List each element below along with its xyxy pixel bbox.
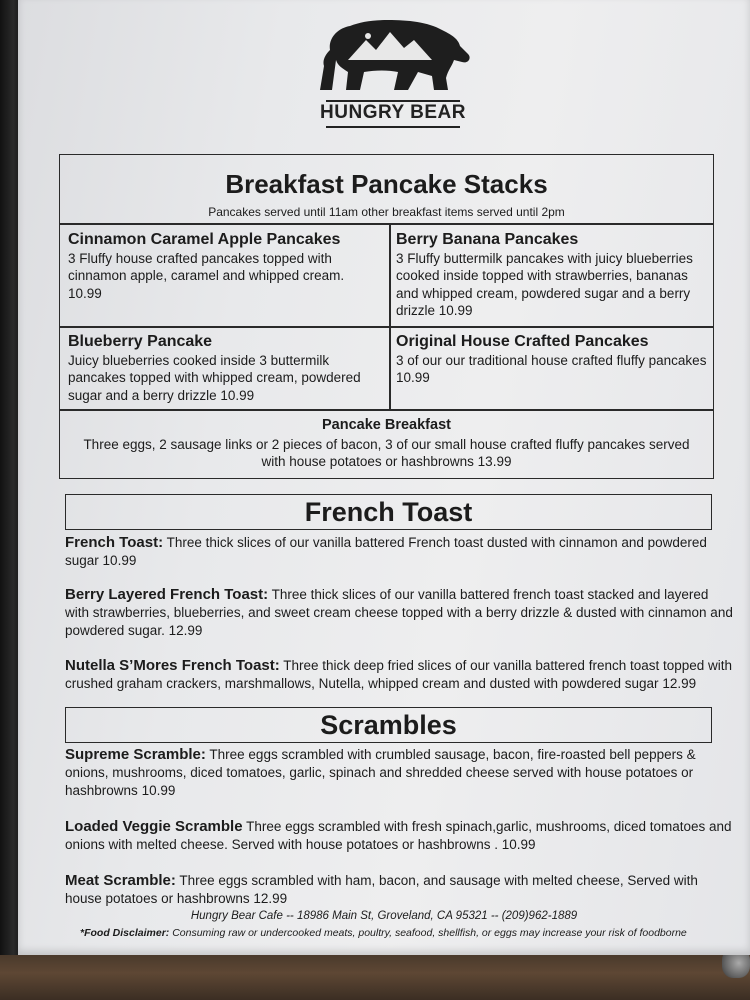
item-description: Three thick slices of our vanilla battered french toast stacked and layered with strawberries, blueberries, and sweet cream cheese topped with a berry drizzle & dusted with cinnamon and powdered sugar.	[65, 587, 733, 638]
item-name: Blueberry Pancake	[68, 333, 213, 350]
divider	[60, 326, 713, 328]
item-description: 3 of our our traditional house crafted fluffy pancakes	[396, 352, 707, 368]
menu-item	[68, 231, 386, 302]
menu-item	[65, 746, 735, 800]
menu-item	[65, 657, 735, 693]
menu-item	[396, 231, 708, 320]
item-name: Loaded Veggie Scramble	[65, 818, 243, 835]
item-name: Pancake Breakfast	[322, 417, 451, 433]
item-price: 10.99	[220, 387, 255, 403]
item-price: 13.99	[477, 454, 512, 469]
item-description: Three eggs scrambled with fresh spinach,garlic, mushrooms, diced tomatoes and onions with melted cheese. Served with house potatoes or hashbrowns .	[65, 819, 732, 852]
item-name: Berry Layered French Toast:	[65, 586, 269, 603]
item-description: Three eggs, 2 sausage links or 2 pieces of bacon, 3 of our small house crafted fluffy pancakes served with house potatoes or hashbrowns	[83, 436, 690, 469]
food-disclaimer	[80, 927, 740, 939]
item-name: Cinnamon Caramel Apple Pancakes	[68, 231, 341, 248]
item-name: Berry Banana Pancakes	[396, 231, 579, 248]
menu-item-pancake-breakfast	[80, 417, 693, 471]
logo-rule-bottom	[326, 126, 460, 128]
item-price: 10.99	[438, 303, 473, 318]
menu-item	[68, 333, 386, 404]
item-name: French Toast:	[65, 534, 164, 551]
scrambles-title: Scrambles	[320, 710, 457, 740]
item-description: Three eggs scrambled with crumbled sausage, bacon, fire-roasted bell peppers & onions, mushrooms, diced tomatoes, garlic, spinach and shredded cheese served with house potatoes or hashbrowns	[65, 747, 696, 798]
menu-item	[65, 872, 735, 908]
item-description: Three thick deep fried slices of our vanilla battered french toast topped with crushed graham crackers, marshmallows, Nutella, whipped cream and dusted with powdered sugar	[65, 658, 733, 691]
disclaimer-text: Consuming raw or undercooked meats, poultry, seafood, shellfish, or eggs may increase your risk of foodborne	[172, 927, 687, 939]
item-price: 12.99	[253, 891, 288, 906]
disclaimer-label: *Food Disclaimer:	[80, 927, 170, 939]
french-toast-title: French Toast	[304, 497, 473, 527]
item-description: Three thick slices of our vanilla battered French toast dusted with cinnamon and powdered sugar	[65, 535, 707, 568]
scrambles-header	[65, 707, 712, 743]
item-name: Nutella S’Mores French Toast:	[65, 657, 280, 674]
cafe-address: Hungry Bear Cafe -- 18986 Main St, Groveland, CA 95321 -- (209)962-1889	[190, 910, 578, 922]
divider	[60, 223, 713, 225]
menu-item	[65, 534, 735, 570]
item-price: 10.99	[102, 553, 137, 568]
item-name: Original House Crafted Pancakes	[396, 333, 649, 350]
item-name: Supreme Scramble:	[65, 746, 206, 763]
item-price: 10.99	[68, 285, 102, 301]
bear-icon	[308, 10, 478, 100]
item-description: Juicy blueberries cooked inside 3 buttermilk pancakes topped with whipped cream, powdered sugar and a berry drizzle	[68, 352, 361, 403]
item-price: 10.99	[396, 370, 430, 385]
item-description: 3 Fluffy house crafted pancakes topped with cinnamon apple, caramel and whipped cream.	[68, 250, 345, 283]
item-description: Three eggs scrambled with ham, bacon, and sausage with melted cheese, Served with house potatoes or hashbrowns	[65, 873, 698, 906]
menu-page	[18, 0, 750, 955]
item-price: 10.99	[141, 783, 176, 798]
table-surface	[0, 955, 750, 1000]
item-name: Meat Scramble:	[65, 872, 176, 889]
brand-name: HUNGRY BEAR	[320, 102, 466, 123]
item-price: 12.99	[168, 623, 203, 638]
pancake-section-title: Breakfast Pancake Stacks	[225, 169, 548, 199]
menu-item	[65, 818, 735, 854]
item-price: 12.99	[662, 676, 697, 691]
hungry-bear-logo	[308, 10, 478, 135]
french-toast-header	[65, 494, 712, 530]
item-price: 10.99	[501, 837, 536, 852]
pancake-section	[59, 154, 714, 479]
pancake-section-subtitle: Pancakes served until 11am other breakfast items served until 2pm	[208, 205, 565, 219]
menu-item	[396, 333, 708, 387]
item-description: 3 Fluffy buttermilk pancakes with juicy blueberries cooked inside topped with strawberries, bananas and whipped cream, powdered sugar and a berry drizzle	[396, 250, 693, 318]
divider	[60, 409, 713, 411]
divider	[389, 223, 391, 409]
menu-item	[65, 586, 735, 640]
